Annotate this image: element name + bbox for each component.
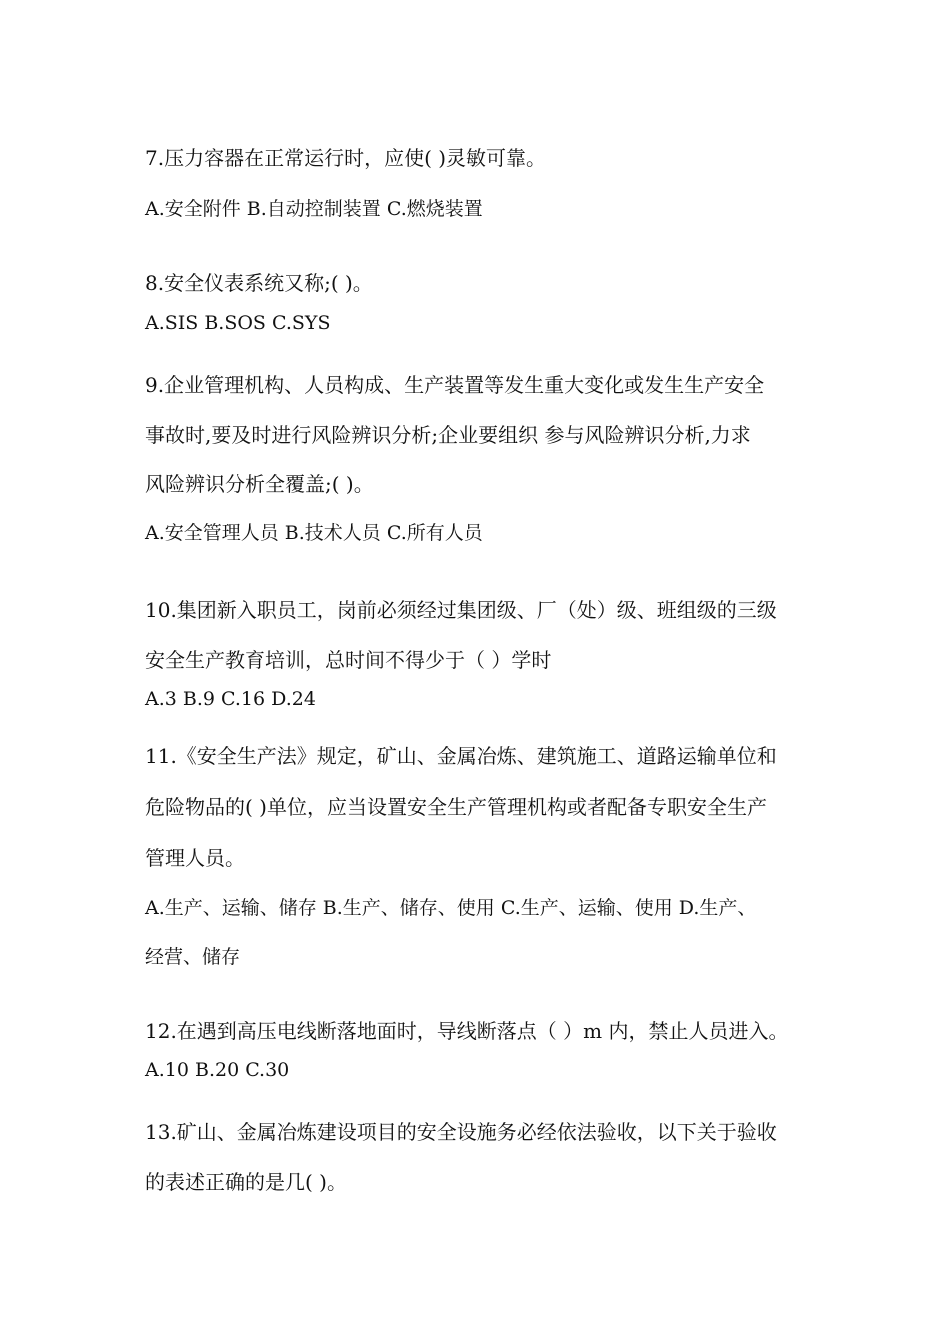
question-10-text-line-2: 安全生产教育培训，总时间不得少于（ ）学时 <box>145 648 552 672</box>
question-11-text-line-2: 危险物品的( )单位，应当设置安全生产管理机构或者配备专职安全生产 <box>145 795 767 819</box>
question-8-options: A.SIS B.SOS C.SYS <box>145 312 331 334</box>
question-11-options-line-2: 经营、储存 <box>145 946 241 968</box>
question-7-text: 7.压力容器在正常运行时，应使( )灵敏可靠。 <box>145 146 547 170</box>
question-12-options: A.10 B.20 C.30 <box>145 1059 290 1081</box>
question-11-options-line-1: A.生产、运输、储存 B.生产、储存、使用 C.生产、运输、使用 D.生产、 <box>145 897 757 919</box>
question-11-text-line-3: 管理人员。 <box>145 846 245 870</box>
question-10-options: A.3 B.9 C.16 D.24 <box>145 688 316 710</box>
question-13-text-line-2: 的表述正确的是几( )。 <box>145 1170 347 1194</box>
question-7-options: A.安全附件 B.自动控制装置 C.燃烧装置 <box>145 198 483 220</box>
question-9-text-line-1: 9.企业管理机构、人员构成、生产装置等发生重大变化或发生生产安全 <box>145 373 765 397</box>
question-12-text: 12.在遇到高压电线断落地面时，导线断落点（ ）m 内，禁止人员进入。 <box>145 1019 789 1043</box>
question-13-text-line-1: 13.矿山、金属冶炼建设项目的安全设施务必经依法验收，以下关于验收 <box>145 1120 777 1144</box>
question-11-text-line-1: 11.《安全生产法》规定，矿山、金属冶炼、建筑施工、道路运输单位和 <box>145 744 777 768</box>
question-9-options: A.安全管理人员 B.技术人员 C.所有人员 <box>145 522 483 544</box>
question-9-text-line-3: 风险辨识分析全覆盖;( )。 <box>145 472 374 496</box>
question-8-text: 8.安全仪表系统又称;( )。 <box>145 271 373 295</box>
question-9-text-line-2: 事故时,要及时进行风险辨识分析;企业要组织 参与风险辨识分析,力求 <box>145 423 751 447</box>
question-10-text-line-1: 10.集团新入职员工，岗前必须经过集团级、厂（处）级、班组级的三级 <box>145 598 777 622</box>
